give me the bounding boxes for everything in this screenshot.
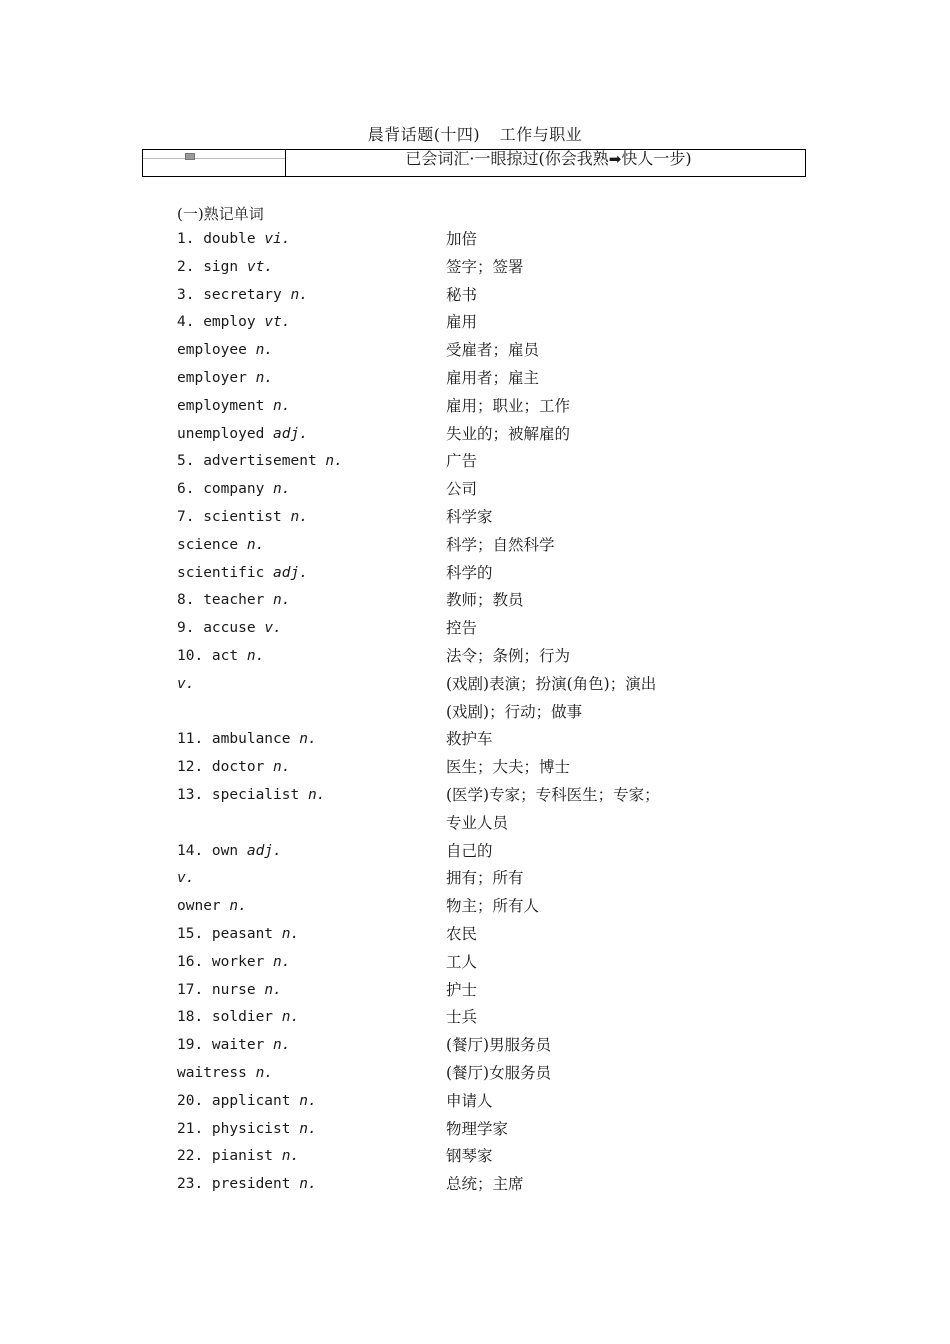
vocab-part-of-speech: n. xyxy=(273,592,291,609)
vocab-word: 15. peasant xyxy=(177,925,282,942)
vocab-english xyxy=(177,1116,317,1144)
vocab-english xyxy=(177,1004,299,1032)
vocab-row xyxy=(177,254,797,282)
vocab-word: scientific xyxy=(177,564,274,581)
vocab-meaning: 广告 xyxy=(446,452,478,471)
vocab-part-of-speech: n. xyxy=(281,1148,300,1165)
vocab-english xyxy=(177,782,325,810)
vocab-meaning: 工人 xyxy=(446,952,478,971)
vocab-english xyxy=(177,337,273,365)
vocab-meaning: 拥有；所有 xyxy=(446,869,524,888)
vocab-meaning: 申请人 xyxy=(446,1091,493,1110)
vocab-english xyxy=(177,949,291,977)
vocab-word: 7. scientist xyxy=(177,508,291,525)
vocab-row xyxy=(177,504,797,532)
vocab-word: 12. doctor xyxy=(177,759,274,776)
vocab-english xyxy=(177,754,291,782)
vocab-meaning: (戏剧)表演；扮演(角色)；演出 xyxy=(446,674,657,693)
vocab-meaning: 医生；大夫；博士 xyxy=(446,758,571,777)
vocab-part-of-speech: n. xyxy=(281,925,300,942)
vocab-meaning: 救护车 xyxy=(446,730,493,749)
vocab-word: 16. worker xyxy=(177,953,274,970)
vocab-english xyxy=(177,587,291,615)
vocab-part-of-speech: vi. xyxy=(264,231,291,247)
vocab-row xyxy=(177,282,797,310)
title-topic: 工作与职业 xyxy=(499,125,583,144)
vocab-row xyxy=(177,838,797,866)
vocab-word: 11. ambulance xyxy=(177,731,300,748)
vocab-english xyxy=(177,393,291,421)
vocab-meaning: (医学)专家；专科医生；专家； xyxy=(446,785,660,804)
vocab-word: 4. employ xyxy=(177,314,265,331)
vocab-english xyxy=(177,504,308,532)
vocab-row xyxy=(177,1116,797,1144)
vocab-part-of-speech: adj. xyxy=(273,564,308,581)
vocab-row xyxy=(177,643,797,671)
vocab-row xyxy=(177,949,797,977)
vocab-row xyxy=(177,532,797,560)
vocab-part-of-speech: n. xyxy=(246,536,265,553)
vocab-part-of-speech: adj. xyxy=(246,842,282,859)
vocab-english xyxy=(177,226,291,254)
vocab-row xyxy=(177,421,797,449)
vocab-word: unemployed xyxy=(177,425,274,442)
vocab-meaning: 物理学家 xyxy=(446,1119,509,1138)
vocab-meaning: 士兵 xyxy=(446,1008,478,1027)
vocab-row xyxy=(177,782,797,810)
vocab-meaning: 钢琴家 xyxy=(446,1147,493,1166)
vocab-part-of-speech: v. xyxy=(177,870,195,887)
vocab-meaning: (餐厅)男服务员 xyxy=(446,1036,552,1055)
vocab-meaning: 雇用；职业；工作 xyxy=(446,396,571,415)
vocab-row xyxy=(177,393,797,421)
vocab-english xyxy=(177,977,282,1005)
section-heading: (一)熟记单词 xyxy=(177,205,264,223)
vocab-meaning: (戏剧)；行动；做事 xyxy=(446,702,583,721)
vocab-part-of-speech: n. xyxy=(255,1064,274,1081)
vocab-row xyxy=(177,977,797,1005)
vocab-row xyxy=(177,476,797,504)
vocab-word: 8. teacher xyxy=(177,592,274,609)
vocab-word: employee xyxy=(177,342,256,359)
vocab-word: 10. act xyxy=(177,647,247,664)
vocab-part-of-speech: vt. xyxy=(246,258,274,275)
vocab-part-of-speech: n. xyxy=(255,342,274,359)
vocab-word: 3. secretary xyxy=(177,286,291,303)
vocab-english xyxy=(177,532,264,560)
vocab-english xyxy=(177,865,194,893)
vocab-row xyxy=(177,671,797,699)
banner-text-after: 快人一步) xyxy=(621,149,692,168)
vocab-part-of-speech: n. xyxy=(299,731,317,748)
vocab-part-of-speech: n. xyxy=(325,453,343,470)
vocab-english xyxy=(177,365,273,393)
vocab-word: science xyxy=(177,536,247,553)
vocab-word: employment xyxy=(177,397,274,414)
vocab-meaning: 护士 xyxy=(446,980,478,999)
vocab-word: 6. company xyxy=(177,481,274,498)
vocab-part-of-speech: n. xyxy=(273,1037,291,1054)
vocab-meaning: 受雇者；雇员 xyxy=(446,341,540,360)
vocab-part-of-speech: n. xyxy=(281,1009,300,1026)
vocab-row xyxy=(177,754,797,782)
vocab-english xyxy=(177,254,273,282)
vocab-row xyxy=(177,1060,797,1088)
vocab-english xyxy=(177,671,194,699)
banner-image-cell xyxy=(143,150,286,177)
vocab-row xyxy=(177,587,797,615)
vocab-word: 21. physicist xyxy=(177,1120,300,1137)
vocab-row xyxy=(177,448,797,476)
vocab-english xyxy=(177,1171,317,1199)
vocab-meaning: 教师；教员 xyxy=(446,591,524,610)
vocab-row xyxy=(177,226,797,254)
vocab-row xyxy=(177,1032,797,1060)
vocab-part-of-speech: adj. xyxy=(273,425,308,442)
vocab-part-of-speech: vt. xyxy=(264,314,291,331)
vocab-part-of-speech: n. xyxy=(290,508,308,525)
vocab-row xyxy=(177,365,797,393)
vocab-word: 1. double xyxy=(177,231,265,247)
vocab-row xyxy=(177,893,797,921)
banner-text xyxy=(286,150,805,177)
vocab-part-of-speech: v. xyxy=(177,675,195,692)
vocab-word: owner xyxy=(177,898,230,915)
vocab-meaning: 科学家 xyxy=(446,507,493,526)
vocab-meaning: 雇用 xyxy=(446,313,478,332)
vocab-row xyxy=(177,865,797,893)
vocab-word: 17. nurse xyxy=(177,981,265,998)
vocab-row xyxy=(177,1143,797,1171)
vocab-english xyxy=(177,1060,273,1088)
vocab-word: 2. sign xyxy=(177,258,247,275)
vocab-part-of-speech: n. xyxy=(299,1176,317,1193)
vocabulary-list xyxy=(177,226,797,1199)
vocab-meaning: 法令；条例；行为 xyxy=(446,646,571,665)
vocab-part-of-speech: n. xyxy=(290,286,308,303)
vocab-word: 9. accuse xyxy=(177,620,265,637)
vocab-part-of-speech: v. xyxy=(264,620,282,637)
title-main: 晨背话题(十四) xyxy=(367,125,481,144)
vocab-row xyxy=(177,921,797,949)
vocab-row xyxy=(177,337,797,365)
vocab-word: 13. specialist xyxy=(177,786,308,803)
vocab-part-of-speech: n. xyxy=(246,647,265,664)
vocab-row xyxy=(177,699,797,727)
vocab-english xyxy=(177,560,308,588)
vocab-meaning: 失业的；被解雇的 xyxy=(446,424,571,443)
vocab-english xyxy=(177,643,264,671)
vocab-english xyxy=(177,448,343,476)
vocab-english xyxy=(177,921,299,949)
section-banner xyxy=(142,149,806,177)
vocab-english xyxy=(177,309,291,337)
vocab-word: 20. applicant xyxy=(177,1092,300,1109)
vocab-part-of-speech: n. xyxy=(299,1120,317,1137)
vocab-meaning: 公司 xyxy=(446,480,478,499)
vocab-row xyxy=(177,810,797,838)
vocab-meaning: 秘书 xyxy=(446,285,478,304)
vocab-meaning: 科学；自然科学 xyxy=(446,535,555,554)
vocab-english xyxy=(177,476,291,504)
vocab-part-of-speech: n. xyxy=(255,369,274,386)
vocab-word: 23. president xyxy=(177,1176,300,1193)
vocab-row xyxy=(177,309,797,337)
vocab-meaning: 科学的 xyxy=(446,563,493,582)
vocab-row xyxy=(177,726,797,754)
vocab-meaning: 控告 xyxy=(446,619,478,638)
page-title xyxy=(0,122,950,145)
vocab-english xyxy=(177,421,308,449)
vocab-meaning: 专业人员 xyxy=(446,813,509,832)
vocab-english xyxy=(177,615,282,643)
vocab-english xyxy=(177,838,282,866)
vocab-meaning: 自己的 xyxy=(446,841,493,860)
vocab-meaning: 物主；所有人 xyxy=(446,897,540,916)
vocab-english xyxy=(177,1032,291,1060)
vocab-part-of-speech: n. xyxy=(273,759,291,776)
vocab-word: 5. advertisement xyxy=(177,453,326,470)
vocab-meaning: 加倍 xyxy=(446,230,478,248)
vocab-row xyxy=(177,615,797,643)
vocab-part-of-speech: n. xyxy=(273,953,291,970)
banner-text-before: 已会词汇·一眼掠过(你会我熟 xyxy=(405,149,609,168)
vocab-meaning: (餐厅)女服务员 xyxy=(446,1063,552,1082)
vocab-word: 18. soldier xyxy=(177,1009,282,1026)
vocab-part-of-speech: n. xyxy=(273,397,291,414)
vocab-word: 22. pianist xyxy=(177,1148,282,1165)
vocab-part-of-speech: n. xyxy=(273,481,291,498)
vocab-english xyxy=(177,893,247,921)
banner-thumbnail-icon xyxy=(185,153,195,160)
vocab-english xyxy=(177,726,317,754)
vocab-word: employer xyxy=(177,369,256,386)
vocab-row xyxy=(177,1004,797,1032)
vocab-part-of-speech: n. xyxy=(229,898,247,915)
vocab-row xyxy=(177,560,797,588)
vocab-part-of-speech: n. xyxy=(264,981,282,998)
vocab-english xyxy=(177,1088,317,1116)
vocab-row xyxy=(177,1171,797,1199)
vocab-word: 14. own xyxy=(177,842,247,859)
vocab-english xyxy=(177,282,308,310)
vocab-meaning: 雇用者；雇主 xyxy=(446,368,540,387)
vocab-word: 19. waiter xyxy=(177,1037,274,1054)
vocab-meaning: 总统；主席 xyxy=(446,1175,524,1194)
vocab-meaning: 农民 xyxy=(446,924,478,943)
banner-rule xyxy=(143,158,285,159)
vocab-word: waitress xyxy=(177,1064,256,1081)
vocab-part-of-speech: n. xyxy=(299,1092,317,1109)
vocab-row xyxy=(177,1088,797,1116)
vocab-part-of-speech: n. xyxy=(307,786,326,803)
right-arrow-icon: ➡ xyxy=(608,150,622,168)
vocab-english xyxy=(177,1143,299,1171)
vocab-meaning: 签字；签署 xyxy=(446,257,524,276)
